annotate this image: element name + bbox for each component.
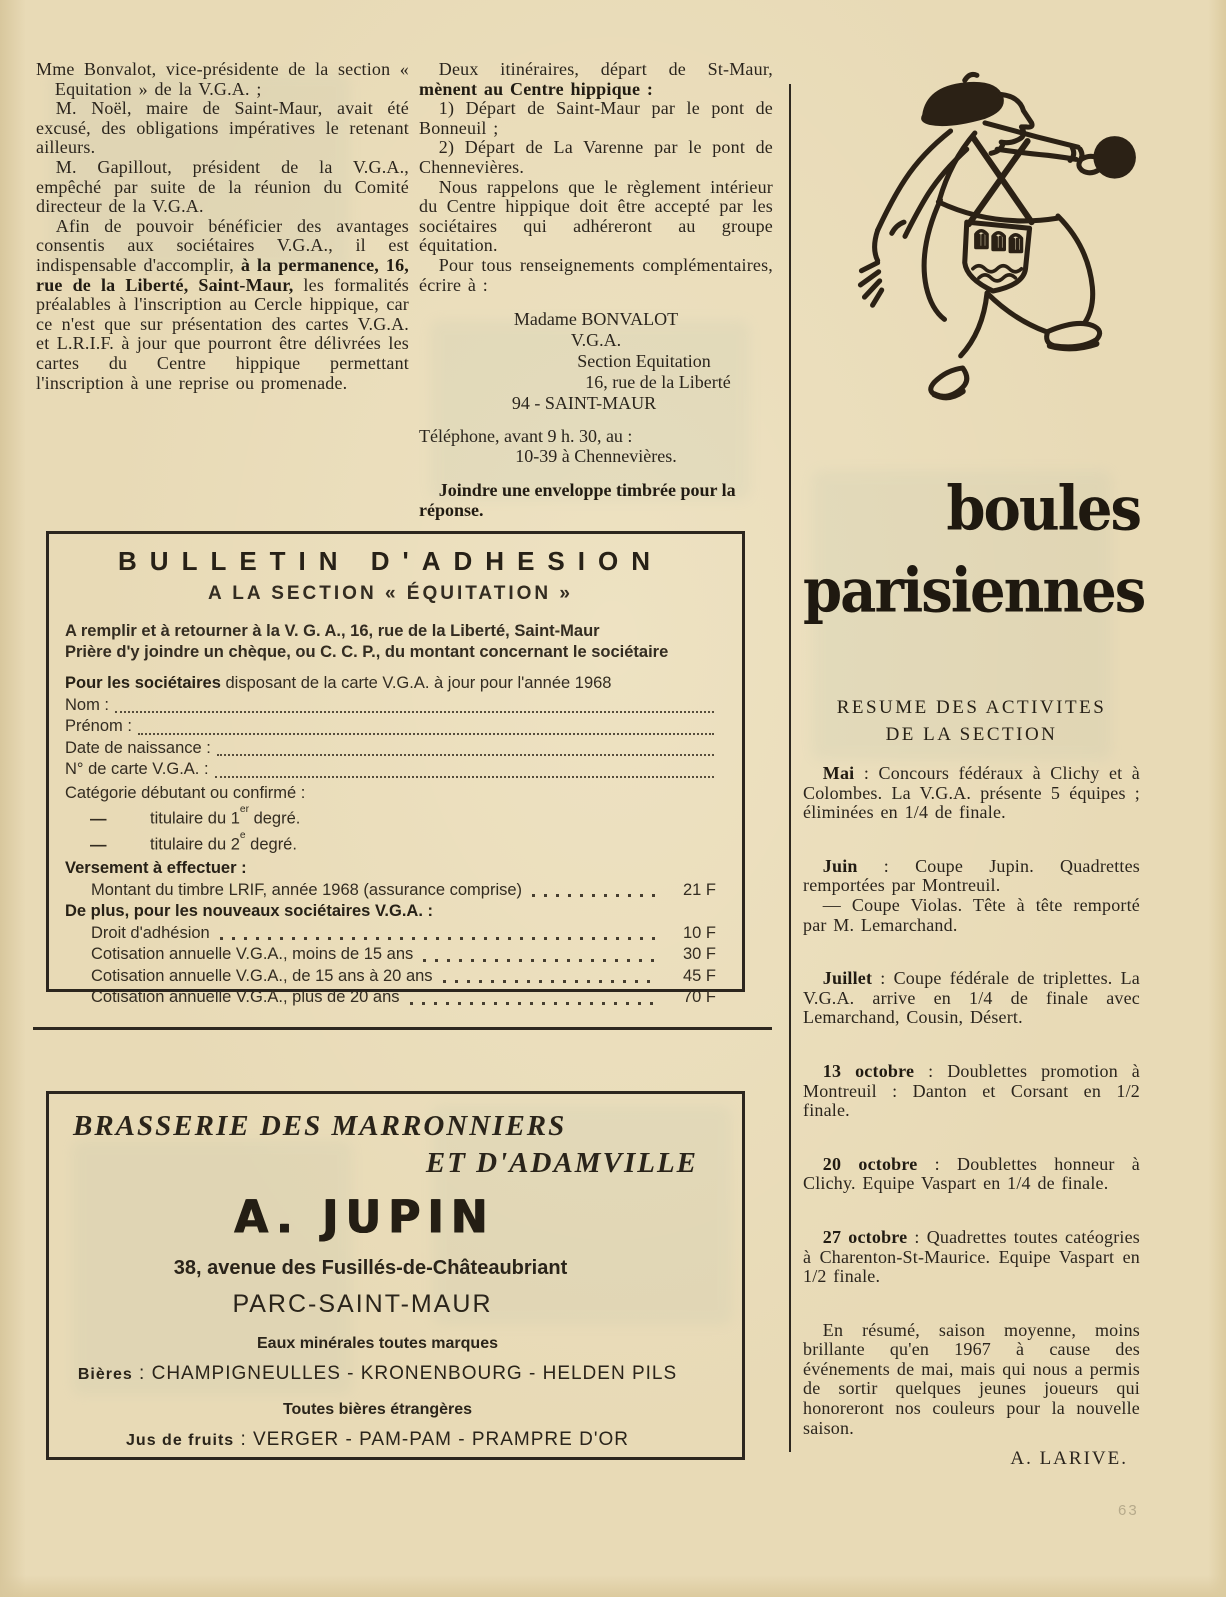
page-number: 63 xyxy=(1118,1502,1139,1519)
form-field-naissance: Date de naissance : xyxy=(65,738,716,760)
article-left-column xyxy=(36,60,409,393)
address-line: Madame BONVALOT xyxy=(513,309,679,330)
event-paragraph: Mai : Concours fédéraux à Clichy et à Colombes. La V.G.A. présente 5 équipes ; éliminées en 1/4 de finale. xyxy=(803,763,1140,823)
paragraph: Nous rappelons que le règlement intérieur du Centre hippique doit être accepté par les sociétaires qui adhéreront au groupe équitation. xyxy=(419,176,773,256)
event-paragraph: 27 octobre : Quadrettes toutes catéogries à Charenton-St-Maurice. Equipe Vaspart en 1/2 finale. xyxy=(803,1226,1141,1287)
fee-row: Cotisation annuelle V.G.A., plus de 20 ans 70 F xyxy=(91,988,716,1006)
dotted-line xyxy=(138,733,714,735)
form-subtitle: A LA SECTION « ÉQUITATION » xyxy=(208,583,573,604)
fee-row: Cotisation annuelle V.G.A., de 15 ans à 20 ans 45 F xyxy=(91,966,716,985)
list-item: 1) Départ de Saint-Maur par le pont de Bonneuil ; xyxy=(419,98,773,138)
paragraph: Afin de pouvoir bénéficier des avantages consentis aux sociétaires V.G.A., il est indispensable d'accomplir, à la permanence, 16, rue de la Liberté, Saint-Maur, les formalités préalables à l'inscription au Cercle hippique, car ce n'est que sur présentation des cartes V.G.A. et L.R.I.F. à jour que pourront être délivrées les cartes du Centre hippique permettant l'inscription à une reprise ou promenade. xyxy=(36,215,409,393)
dot-leader xyxy=(423,959,658,962)
event-paragraph: 20 octobre : Doublettes honneur à Clichy. Equipe Vaspart en 1/4 de finale. xyxy=(803,1153,1140,1194)
nouveaux-label: De plus, pour les nouveaux sociétaires V.G.A. : xyxy=(65,902,434,920)
ad-street-address: 38, avenue des Fusillés-de-Châteaubriant xyxy=(173,1257,568,1279)
paragraph: Mme Bonvalot, vice-présidente de la section « Equitation » de la V.G.A. ; xyxy=(36,59,409,99)
versement-label: Versement à effectuer : xyxy=(65,859,247,877)
event-paragraph: Juillet : Coupe fédérale de triplettes. La V.G.A. arrive en 1/4 de finale avec Lemarchand, Cousin, Désert. xyxy=(803,968,1140,1028)
form-field-prenom: Prénom : xyxy=(65,716,716,738)
dot-leader xyxy=(443,980,658,983)
dot-leader xyxy=(532,894,658,897)
activities-list xyxy=(803,764,1140,1470)
category-label: Catégorie débutant ou confirmé : xyxy=(65,783,306,802)
paragraph: Pour tous renseignements complémentaires, écrire à : xyxy=(419,254,773,295)
form-section-lead: Pour les sociétaires disposant de la carte V.G.A. à jour pour l'année 1968 xyxy=(65,674,612,692)
membership-form-box xyxy=(46,531,745,1006)
contact-address-block xyxy=(419,309,773,414)
horizontal-divider-rule xyxy=(33,1027,772,1030)
section-title-boules-parisiennes xyxy=(803,468,1145,632)
event-paragraph: Juin : Coupe Jupin. Quadrettes remportées par Montreuil. — Coupe Violas. Tête à tête remporté par M. Lemarchand. xyxy=(803,855,1140,935)
brasserie-ad-box xyxy=(46,1091,745,1460)
section-title-line: parisiennes xyxy=(803,555,1145,627)
ad-juices-line: Jus de fruits : VERGER - PAM-PAM - PRAMPRE D'OR xyxy=(126,1429,629,1450)
fee-row: Droit d'adhésion 10 F xyxy=(91,923,716,942)
author-signature: A. LARIVE. xyxy=(1010,1448,1128,1470)
paragraph: M. Noël, maire de Saint-Maur, avait été excusé, des obligations impératives le retenant ailleurs. xyxy=(36,98,409,158)
event-paragraph: 13 octobre : Doublettes promotion à Montreuil : Danton et Corsant en 1/2 finale. xyxy=(803,1060,1140,1121)
article-middle-column xyxy=(419,60,773,520)
boule-player-illustration xyxy=(832,52,1138,447)
address-line: 94 - SAINT-MAUR xyxy=(511,393,657,414)
column-divider-rule xyxy=(789,84,791,1452)
ad-headline-line1: BRASSERIE DES MARRONNIERS xyxy=(73,1110,567,1142)
address-line: V.G.A. xyxy=(570,330,622,351)
dot-leader xyxy=(410,1002,658,1005)
dotted-line xyxy=(215,776,714,778)
phone-line: Téléphone, avant 9 h. 30, au : xyxy=(419,426,633,447)
address-line: 16, rue de la Liberté xyxy=(585,372,731,393)
ad-company-name: A. JUPIN xyxy=(234,1190,495,1245)
fee-row: Cotisation annuelle V.G.A., moins de 15 ans 30 F xyxy=(91,945,716,963)
category-option-2: — titulaire du 2e degré. xyxy=(90,830,297,854)
ad-headline-line2: ET D'ADAMVILLE xyxy=(425,1147,698,1179)
fee-row: Montant du timbre LRIF, année 1968 (assurance comprise) 21 F xyxy=(91,880,716,899)
ad-beers-line: Bières : CHAMPIGNEULLES - KRONENBOURG - HELDEN PILS xyxy=(77,1363,678,1384)
envelope-note: Joindre une enveloppe timbrée pour la réponse. xyxy=(419,480,736,521)
phone-line: 10-39 à Chennevières. xyxy=(515,446,677,467)
summary-paragraph: En résumé, saison moyenne, moins brillante qu'en 1967 à cause des événements de mai, mais qui nous a permis de sortir quelques jeunes joueurs qui honoreront nos couleurs pour la nouvelle saison. xyxy=(803,1319,1140,1438)
ad-city: PARC-SAINT-MAUR xyxy=(232,1290,493,1318)
form-field-nom: Nom : xyxy=(65,695,716,717)
address-line: Section Equitation xyxy=(577,351,711,372)
form-instructions: A remplir et à retourner à la V. G. A., 16, rue de la Liberté, Saint-Maur Prière d'y joindre un chèque, ou C. C. P., du montant concernant le sociétaire xyxy=(65,622,669,661)
category-option-1: — titulaire du 1er degré. xyxy=(90,804,301,828)
paragraph: M. Gapillout, président de la V.G.A., empêché par suite de la réunion du Comité directeur de la V.G.A. xyxy=(36,156,409,217)
ad-tagline-waters: Eaux minérales toutes marques xyxy=(257,1335,498,1352)
resume-heading: RESUME DES ACTIVITES DE LA SECTION xyxy=(836,697,1107,745)
dotted-line xyxy=(115,711,714,713)
form-title: BULLETIN D'ADHESION xyxy=(118,546,663,576)
paragraph: Deux itinéraires, départ de St-Maur, mènent au Centre hippique : xyxy=(419,59,773,99)
list-item: 2) Départ de La Varenne par le pont de Chennevières. xyxy=(419,137,773,177)
dot-leader xyxy=(220,937,658,940)
ad-tagline-foreign-beers: Toutes bières étrangères xyxy=(282,1401,473,1418)
form-field-carte: N° de carte V.G.A. : xyxy=(65,759,716,781)
phone-block xyxy=(419,426,773,466)
section-title-line: boules xyxy=(946,473,1140,545)
dotted-line xyxy=(217,754,714,756)
